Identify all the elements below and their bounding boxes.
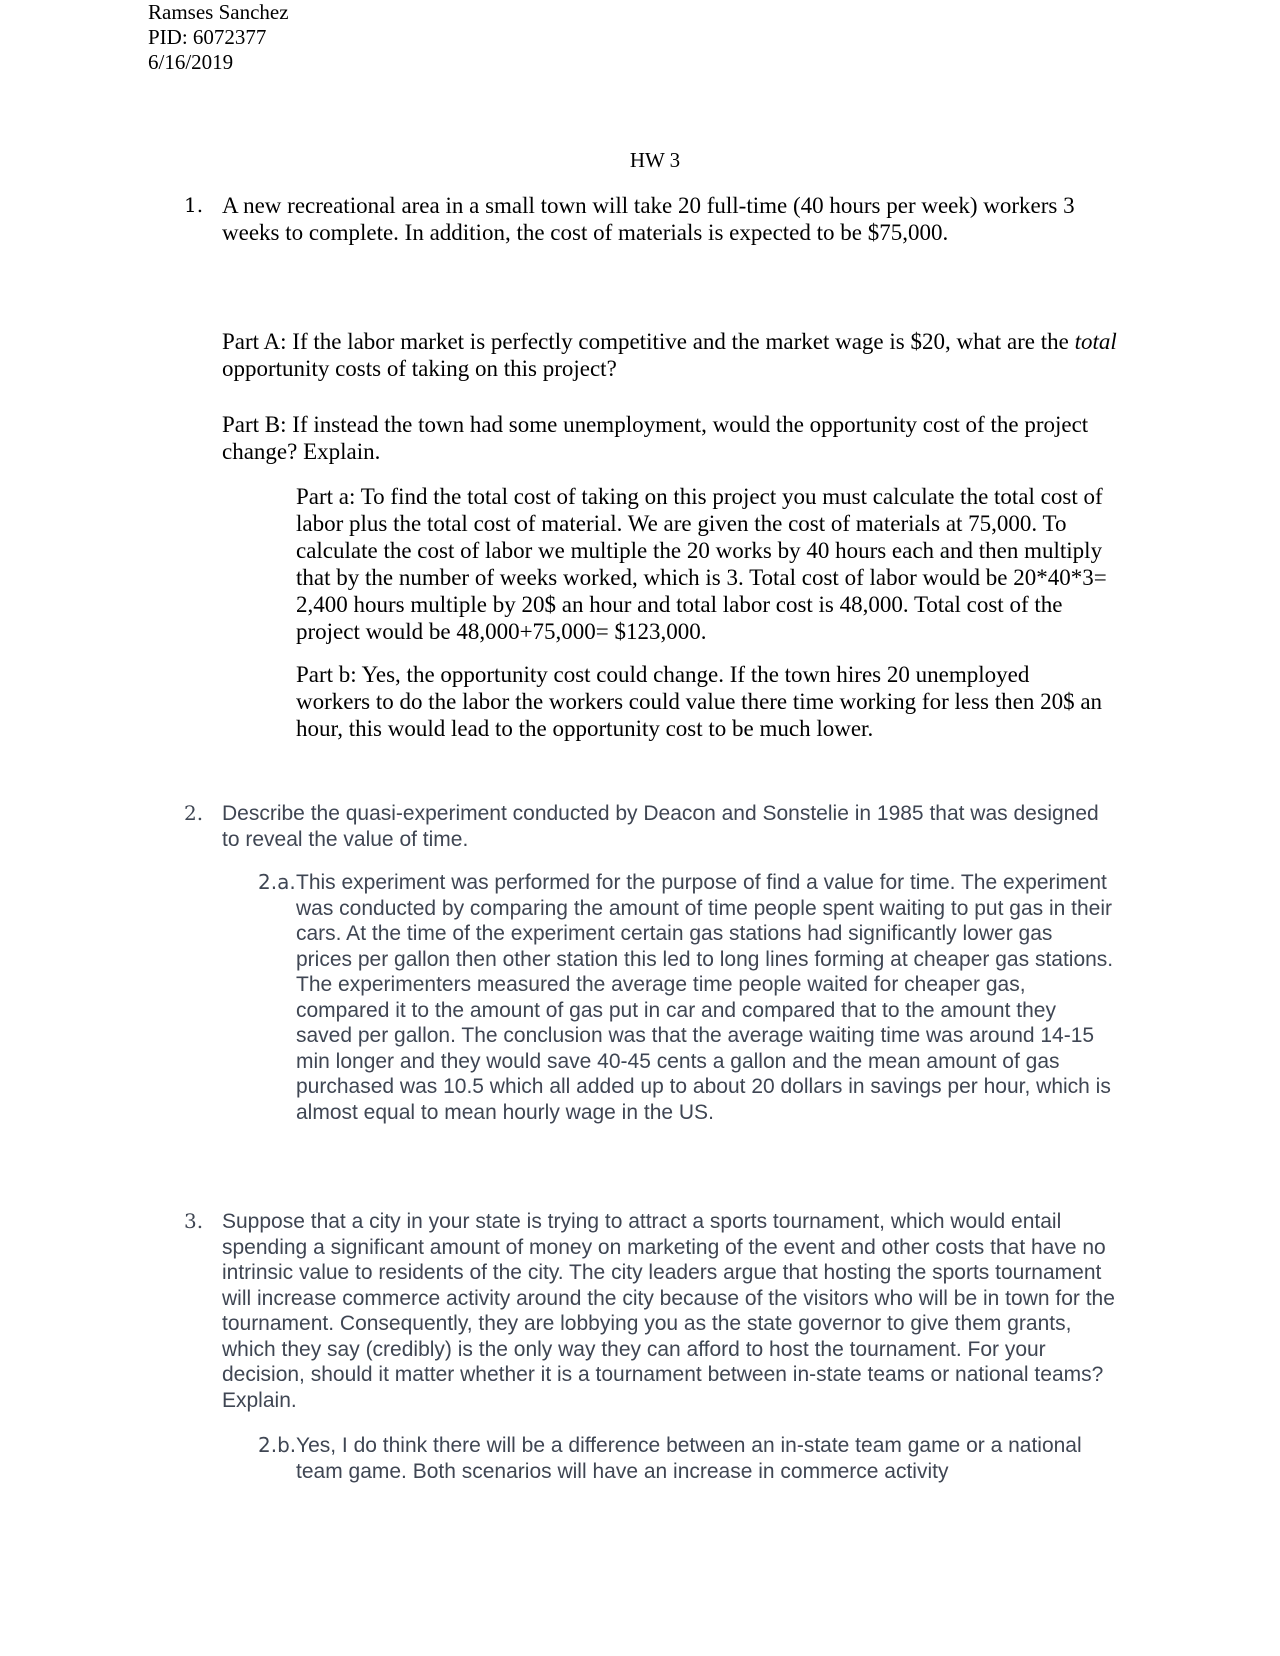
question-3-text: Suppose that a city in your state is trying to attract a sports tournament, which would entail spending a significant amount of money on marketing of the event and other costs that have no intrinsic value to residents of the city. The city leaders argue that hosting the sports tournament will increase commerce activity around the city because of the visitors who will be in town for the tournament. Consequently, they are lobbying you as the state governor to give them grants, which they say (credibly) is the only way they can afford to host the tournament. For your decision, should it matter whether it is a tournament between in-state teams or national teams? Explain. <box>222 1210 1115 1412</box>
part-a-prefix: Part A: If the labor market is perfectly competitive and the market wage is $20, what are the <box>222 329 1075 354</box>
part-a-emphasis: total <box>1074 329 1117 354</box>
answer-3-text: Yes, I do think there will be a difference between an in-state team game or a national team game. Both scenarios will have an increase in commerce activity <box>296 1434 1082 1483</box>
part-a-suffix: opportunity costs of taking on this project? <box>222 356 617 381</box>
answer-2-label: 2.a. <box>258 870 296 894</box>
question-1-text: A new recreational area in a small town will take 20 full-time (40 hours per week) workers 3 weeks to complete. In addition, the cost of materials is expected to be $75,000. <box>222 193 1075 245</box>
page-title: HW 3 <box>629 148 681 172</box>
submission-date: 6/16/2019 <box>148 50 234 74</box>
answer-2-text: This experiment was performed for the purpose of find a value for time. The experiment was conducted by comparing the amount of time people spent waiting to put gas in their cars. At the time of the experiment certain gas stations had significantly lower gas prices per gallon then other station this led to long lines forming at cheaper gas stations. The experimenters measured the average time people waited for cheaper gas, compared it to the amount of gas put in car and compared that to the amount they saved per gallon. The conclusion was that the average waiting time was around 14-15 min longer and they would save 40-45 cents a gallon and the mean amount of gas purchased was 10.5 which all added up to about 20 dollars in savings per hour, which is almost equal to mean hourly wage in the US. <box>296 871 1114 1124</box>
question-2-text: Describe the quasi-experiment conducted by Deacon and Sonstelie in 1985 that was designed to reveal the value of time. <box>222 802 1099 851</box>
question-1-part-a <box>222 328 1122 382</box>
header-block <box>148 0 289 75</box>
answer-1-part-b: Part b: Yes, the opportunity cost could change. If the town hires 20 unemployed workers to do the labor the workers could value there time working for less then 20$ an hour, this would lead to the opportunity cost to be much lower. <box>296 662 1103 741</box>
question-3-number: 3. <box>184 1209 204 1233</box>
answer-3-label: 2.b. <box>258 1433 297 1457</box>
student-pid: PID: 6072377 <box>148 25 267 49</box>
student-name: Ramses Sanchez <box>148 0 289 24</box>
question-2-number: 2. <box>184 801 204 825</box>
answer-1-part-a: Part a: To find the total cost of taking on this project you must calculate the total cost of labor plus the total cost of material. We are given the cost of materials at 75,000. To calculate the cost of labor we multiple the 20 works by 40 hours each and then multiply that by the number of weeks worked, which is 3. Total cost of labor would be 20*40*3= 2,400 hours multiple by 20$ an hour and total labor cost is 48,000. Total cost of the project would be 48,000+75,000= $123,000. <box>296 484 1107 644</box>
question-1-part-b: Part B: If instead the town had some unemployment, would the opportunity cost of the project change? Explain. <box>222 412 1089 464</box>
question-1-number: 1. <box>184 193 204 217</box>
